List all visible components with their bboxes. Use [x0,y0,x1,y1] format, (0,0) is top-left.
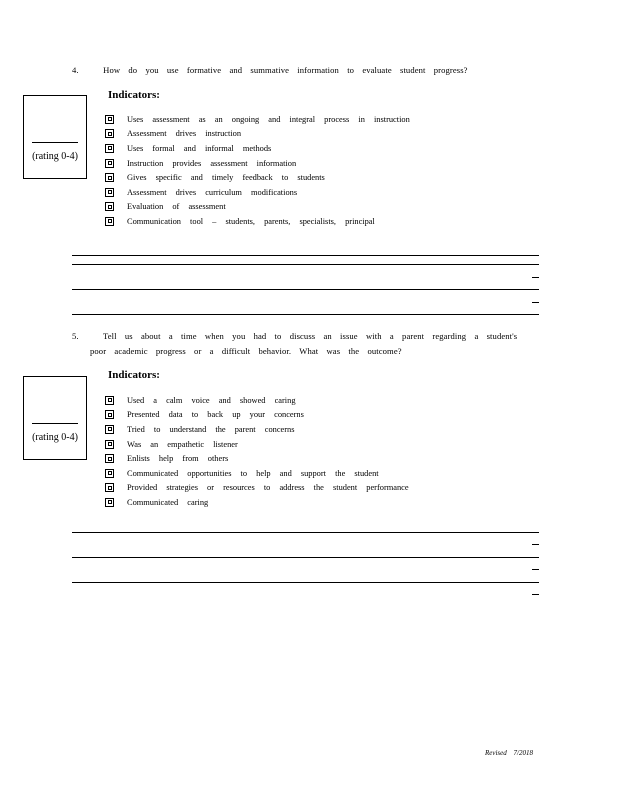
indicator-item[interactable] [105,451,409,466]
checkbox-icon[interactable] [105,396,114,405]
checkbox-icon[interactable] [105,454,114,463]
revised-date: Revised 7/2018 [485,749,533,757]
indicator-label: Was an empathetic listener [127,439,238,449]
indicator-label: Communicated caring [127,497,209,507]
checkbox-icon[interactable] [105,115,114,124]
indicator-label: Tried to understand the parent concerns [127,424,295,434]
answer-line-end [532,544,539,545]
question-number: 5. [72,331,79,341]
indicator-item[interactable] [105,185,410,200]
indicator-label: Used a calm voice and showed caring [127,395,296,405]
checkbox-icon[interactable] [105,202,114,211]
indicator-item[interactable] [105,408,409,423]
indicators-list-q4 [105,112,410,229]
answer-line[interactable] [72,314,539,315]
indicator-item[interactable] [105,214,410,229]
checkbox-icon[interactable] [105,188,114,197]
indicator-label: Enlists help from others [127,454,229,464]
question-number: 4. [72,65,79,75]
answer-line-end [532,277,539,278]
answer-line[interactable] [72,532,539,533]
indicator-label: Evaluation of assessment [127,202,226,212]
rating-input-line[interactable] [32,142,78,143]
indicator-item[interactable] [105,481,409,496]
checkbox-icon[interactable] [105,483,114,492]
indicator-label: Gives specific and timely feedback to students [127,173,325,183]
answer-line-end [532,569,539,570]
indicator-item[interactable] [105,141,410,156]
indicator-label: Communicated opportunities to help and support the student [127,468,379,478]
answer-line[interactable] [72,557,539,558]
answer-line[interactable] [72,582,539,583]
rating-box-q4[interactable] [23,95,87,179]
answer-line-end [532,302,539,303]
checkbox-icon[interactable] [105,144,114,153]
answer-line[interactable] [72,264,539,265]
checkbox-icon[interactable] [105,498,114,507]
indicator-label: Presented data to back up your concerns [127,410,304,420]
checkbox-icon[interactable] [105,469,114,478]
indicator-item[interactable] [105,422,409,437]
indicators-title-q5: Indicators: [108,369,160,381]
rating-input-line[interactable] [32,423,78,424]
checkbox-icon[interactable] [105,425,114,434]
indicator-item[interactable] [105,393,409,408]
indicator-item[interactable] [105,112,410,127]
indicator-label: Uses formal and informal methods [127,143,272,153]
answer-line[interactable] [72,289,539,290]
indicator-item[interactable] [105,495,409,510]
checkbox-icon[interactable] [105,217,114,226]
question-line: poor academic progress or a difficult behavior. What was the outcome? [90,346,402,356]
indicators-title-q4: Indicators: [108,89,160,101]
rating-box-q5[interactable] [23,376,87,460]
indicator-label: Provided strategies or resources to address the student performance [127,483,409,493]
rating-label: (rating 0-4) [32,151,78,162]
indicator-item[interactable] [105,437,409,452]
question-5-text-line-2 [90,344,402,358]
indicator-item[interactable] [105,170,410,185]
checkbox-icon[interactable] [105,129,114,138]
checkbox-icon[interactable] [105,440,114,449]
indicator-label: Assessment drives instruction [127,129,242,139]
indicator-label: Assessment drives curriculum modifications [127,187,298,197]
checkbox-icon[interactable] [105,159,114,168]
answer-line[interactable] [72,255,539,256]
indicator-item[interactable] [105,466,409,481]
question-4-text [72,63,468,77]
indicator-label: Instruction provides assessment information [127,158,297,168]
indicators-list-q5 [105,393,409,510]
indicator-label: Communication tool – students, parents, specialists, principal [127,216,375,226]
answer-line-end [532,594,539,595]
indicator-label: Uses assessment as an ongoing and integral process in instruction [127,114,410,124]
checkbox-icon[interactable] [105,173,114,182]
indicator-item[interactable] [105,127,410,142]
question-line: Tell us about a time when you had to discuss an issue with a parent regarding a student's [103,331,518,341]
question-line: How do you use formative and summative information to evaluate student progress? [103,65,468,75]
question-5-text [72,329,517,343]
indicator-item[interactable] [105,156,410,171]
rating-label: (rating 0-4) [32,432,78,443]
indicator-item[interactable] [105,200,410,215]
checkbox-icon[interactable] [105,410,114,419]
